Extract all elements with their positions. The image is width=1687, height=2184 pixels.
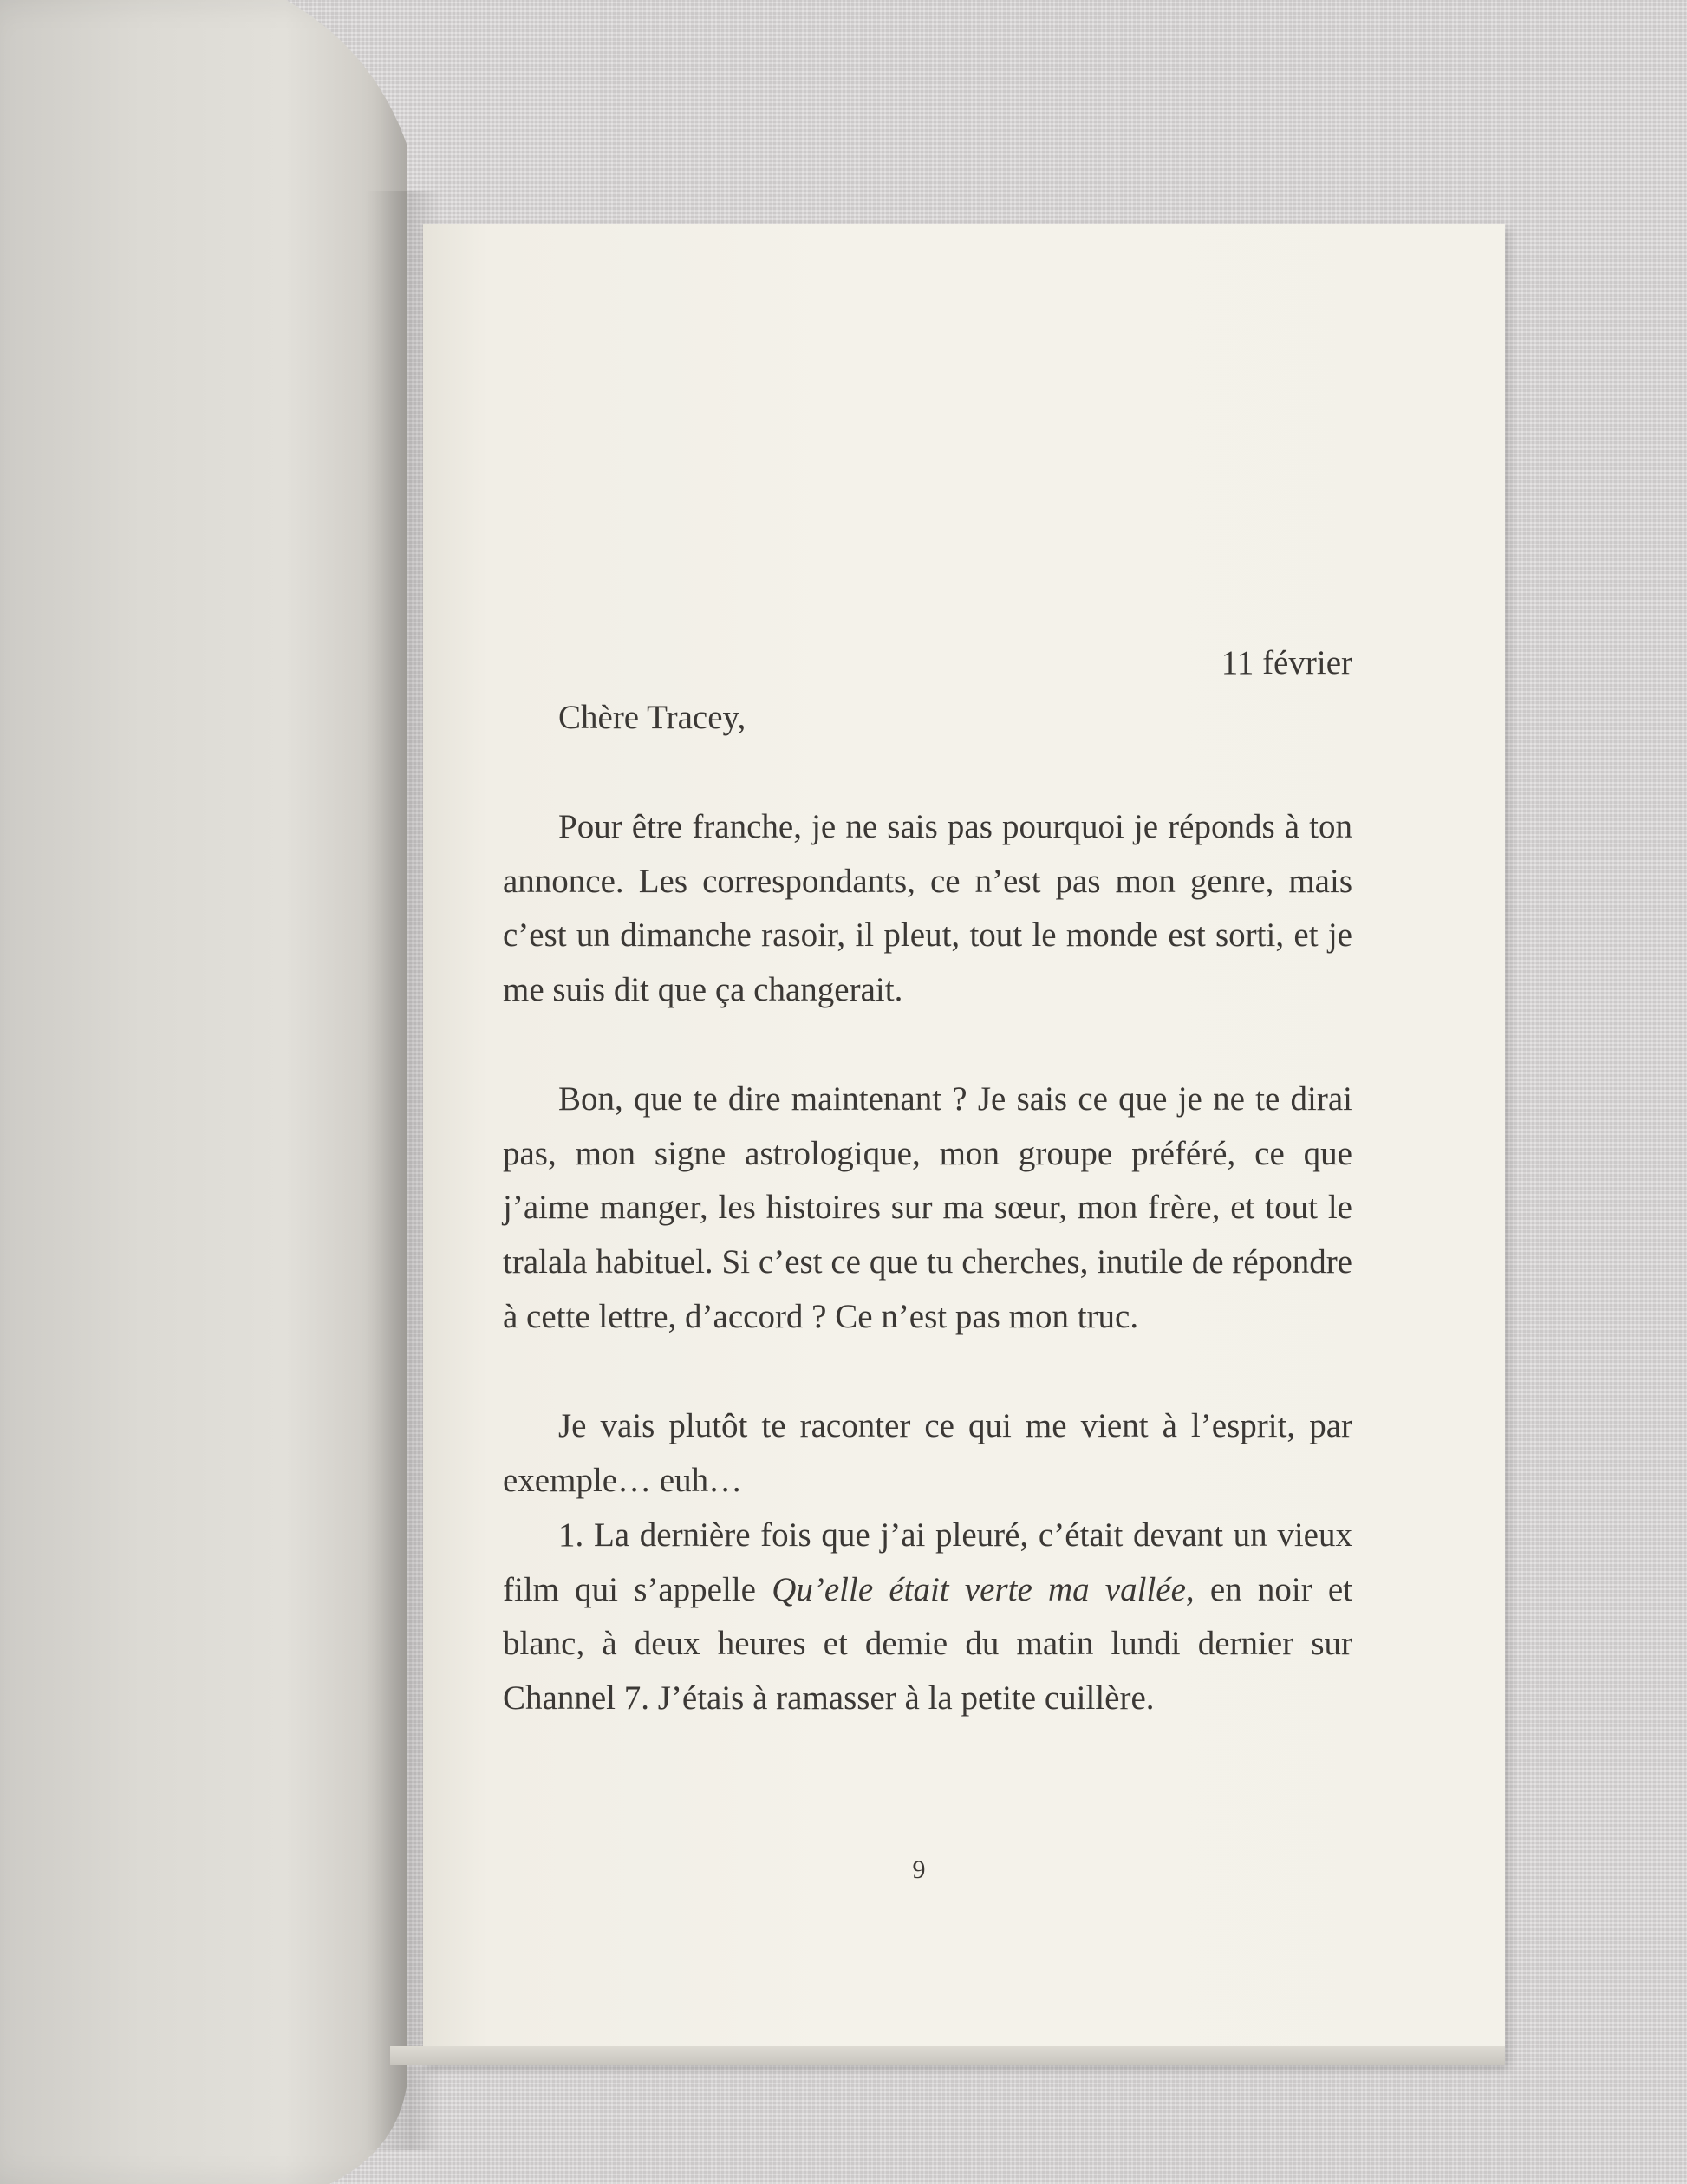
list-item-text-before: 1. La dernière fois que j’ai pleuré, c’était devant un vieux film qui s’appelle [503, 1516, 1352, 1608]
paragraph-3: Je vais plutôt te raconter ce qui me vient à l’esprit, par exemple… euh… [503, 1407, 1352, 1499]
letter-salutation: Chère Tracey, [558, 699, 746, 736]
paragraph-1: Pour être franche, je ne sais pas pourquoi je réponds à ton annonce. Les correspondants, ce n’est pas mon genre, mais c’est un dimanche rasoir, il pleut, tout le monde est sorti, et je me suis dit que ça changerait. [503, 808, 1352, 1009]
paragraph-2: Bon, que te dire maintenant ? Je sais ce que je ne te dirai pas, mon signe astrologique, mon groupe préféré, ce que j’aime manger, les histoires sur ma sœur, mon frère, et tout le tralala habituel. Si c’est ce que tu cherches, inutile de répondre à cette lettre, d’accord ? Ce n’est pas mon truc. [503, 1080, 1352, 1335]
list-item-text-after: , en noir et blanc, à deux heures et demie du matin lundi dernier sur Channel 7. J’étais à ramasser à la petite cuillère. [503, 1570, 1353, 1718]
list-item-1 [503, 1509, 1352, 1726]
page-number: 9 [912, 1855, 926, 1884]
page-edge [390, 2046, 1505, 2065]
film-title: Qu’elle était verte ma vallée [772, 1570, 1186, 1608]
left-page [0, 0, 407, 2184]
letter-date: 11 février [1221, 644, 1352, 681]
